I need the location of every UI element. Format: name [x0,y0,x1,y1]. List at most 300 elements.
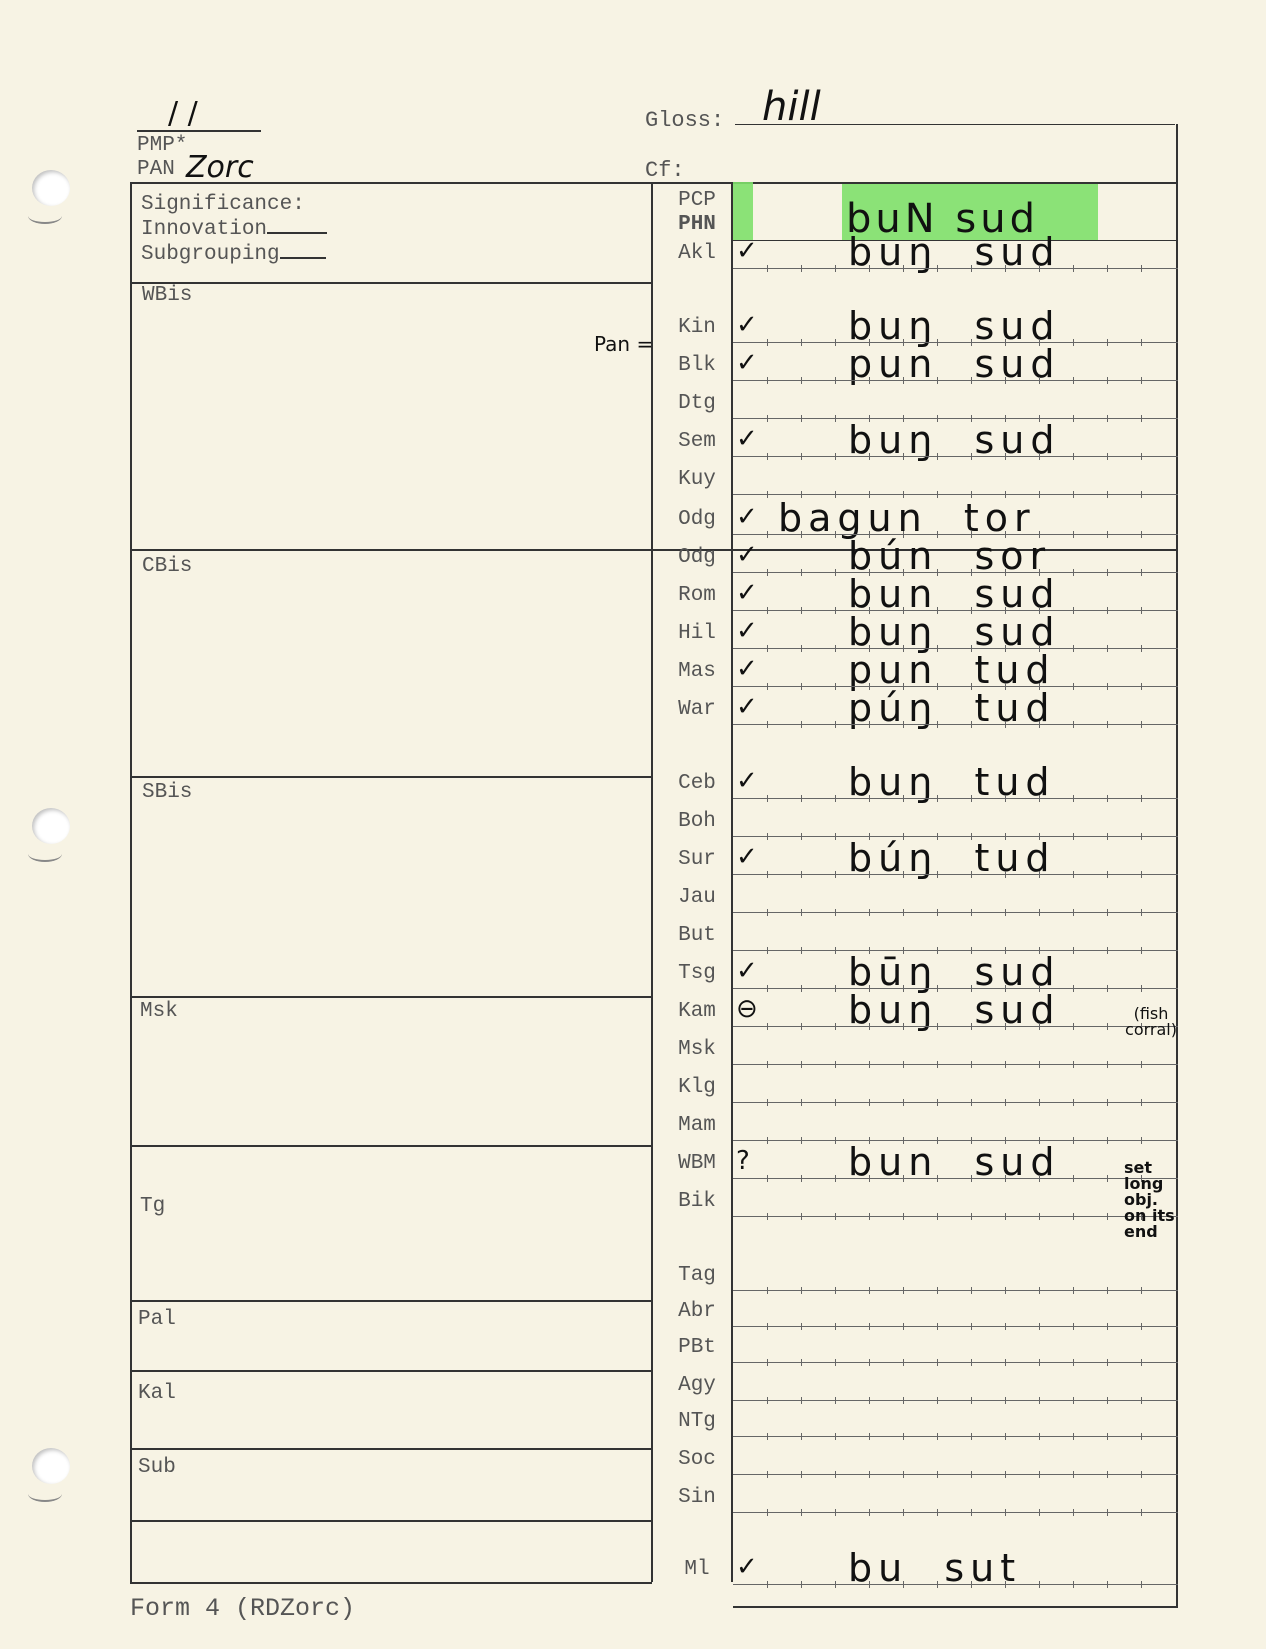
grid-tick [1005,1471,1006,1478]
grid-tick [971,1509,972,1516]
grid-tick [835,1581,836,1588]
grid-tick [835,1099,836,1106]
grid-tick [869,265,870,272]
grid-tick [767,1359,768,1366]
grid-tick [1073,1359,1074,1366]
lang-label: Ceb [678,772,716,795]
section-label-kal: Kal [138,1382,176,1405]
grid-tick [835,1433,836,1440]
grid-tick [801,1471,802,1478]
grid-tick [971,453,972,460]
grid-tick [1107,1099,1108,1106]
grid-tick [869,1471,870,1478]
grid-tick [801,1287,802,1294]
grid-tick [971,1397,972,1404]
grid-tick [903,1397,904,1404]
lang-label: Rom [678,584,716,607]
grid-tick [1073,1287,1074,1294]
grid-tick [971,1175,972,1182]
grid-tick [801,985,802,992]
check-mark: ✓ [736,310,758,340]
pan-note: Pan = [594,332,654,356]
grid-tick [801,909,802,916]
grid-tick [1073,1581,1074,1588]
grid-tick [1141,1433,1142,1440]
grid-tick [1039,871,1040,878]
proto-highlight-left [733,182,753,240]
cognate-form: púŋ tud [848,686,1056,730]
grid-tick [801,1397,802,1404]
grid-tick [869,1433,870,1440]
cognate-form: buŋ tud [848,760,1056,804]
grid-tick [835,645,836,652]
grid-tick [1107,453,1108,460]
grid-tick [1107,909,1108,916]
grid-tick [937,453,938,460]
grid-tick [903,453,904,460]
grid-tick [767,985,768,992]
grid-tick [767,1099,768,1106]
grid-tick [903,1359,904,1366]
grid-tick [801,721,802,728]
grid-tick [869,795,870,802]
grid-tick [903,1581,904,1588]
section-label-sub: Sub [138,1456,176,1479]
grid-tick [937,1061,938,1068]
grid-line [733,1102,1178,1103]
col-divider [651,182,653,1582]
grid-tick [869,1359,870,1366]
check-mark: ✓ [736,1552,758,1582]
grid-tick [1107,339,1108,346]
section-divider [130,1448,652,1450]
grid-tick [869,453,870,460]
cognate-form: bun sud [848,1140,1061,1184]
grid-tick [835,1287,836,1294]
lang-label: Sin [678,1486,716,1509]
grid-tick [1005,721,1006,728]
check-mark: ✓ [736,766,758,796]
lang-label: Tag [678,1264,716,1287]
grid-tick [937,795,938,802]
grid-tick [971,1023,972,1030]
grid-tick [971,377,972,384]
grid-tick [903,795,904,802]
grid-tick [937,1099,938,1106]
cognate-form: bagun tor [778,496,1036,540]
lang-label: WBM [678,1152,716,1175]
grid-tick [767,795,768,802]
grid-tick [937,1023,938,1030]
grid-tick [1039,1359,1040,1366]
grid-tick [1107,1175,1108,1182]
grid-tick [869,721,870,728]
grid-tick [903,1061,904,1068]
lang-label: Sem [678,430,716,453]
lang-label: Agy [678,1374,716,1397]
grid-tick [1005,1581,1006,1588]
grid-tick [1005,871,1006,878]
grid-tick [1039,1433,1040,1440]
grid-tick [1141,415,1142,422]
grid-tick [835,1397,836,1404]
frame-bottom-left [130,1582,652,1584]
grid-line [733,1436,1178,1437]
grid-tick [1073,453,1074,460]
grid-tick [767,645,768,652]
lang-label: Hil [678,622,716,645]
lang-label: Mam [678,1114,716,1137]
check-mark: ✓ [736,236,758,266]
lang-label: Msk [678,1038,716,1061]
grid-tick [1073,683,1074,690]
grid-tick [801,1061,802,1068]
grid-tick [801,265,802,272]
grid-tick [1107,1581,1108,1588]
grid-tick [1107,265,1108,272]
grid-tick [801,415,802,422]
grid-tick [1005,1433,1006,1440]
pmp-underline [137,130,261,132]
grid-tick [1107,985,1108,992]
grid-tick [903,1509,904,1516]
lang-label: Akl [678,242,716,265]
grid-tick [971,1287,972,1294]
grid-tick [1005,1099,1006,1106]
grid-tick [1141,645,1142,652]
grid-tick [767,1175,768,1182]
grid-tick [869,1581,870,1588]
grid-tick [903,1287,904,1294]
grid-tick [1141,453,1142,460]
grid-tick [1073,1061,1074,1068]
grid-tick [937,1287,938,1294]
section-divider [130,282,652,284]
pan-label: PAN [137,158,175,181]
lang-label: Bik [678,1190,716,1213]
lang-label: Odg [678,508,716,531]
grid-line [733,1326,1178,1327]
section-label-tg: Tg [140,1195,166,1218]
grid-tick [801,453,802,460]
lang-label: Kuy [678,468,716,491]
grid-tick [1141,1323,1142,1330]
grid-tick [835,377,836,384]
grid-tick [937,1175,938,1182]
grid-line [733,1026,1178,1027]
check-mark: ✓ [736,540,758,570]
grid-tick [1141,795,1142,802]
grid-tick [869,909,870,916]
grid-tick [903,1213,904,1220]
grid-tick [801,569,802,576]
grid-tick [835,1061,836,1068]
grid-tick [1039,1061,1040,1068]
grid-tick [937,1433,938,1440]
grid-tick [1073,1137,1074,1144]
grid-tick [767,265,768,272]
grid-tick [1073,491,1074,498]
grid-line [733,1474,1178,1475]
check-mark: ✓ [736,578,758,608]
grid-line [733,456,1178,457]
grid-tick [767,1287,768,1294]
frame-left [130,182,132,1582]
grid-tick [869,1099,870,1106]
grid-tick [835,833,836,840]
grid-tick [1073,415,1074,422]
cognate-form: buŋ sud [848,610,1061,654]
grid-tick [1039,795,1040,802]
grid-tick [801,1099,802,1106]
grid-tick [903,377,904,384]
grid-tick [1039,1023,1040,1030]
grid-tick [971,1433,972,1440]
grid-tick [1141,531,1142,538]
grid-line [733,1178,1178,1179]
grid-tick [801,1433,802,1440]
grid-tick [767,569,768,576]
grid-tick [1107,1359,1108,1366]
punch-hole [32,1448,70,1484]
grid-tick [1141,947,1142,954]
grid-tick [767,1471,768,1478]
grid-tick [767,871,768,878]
grid-tick [1005,453,1006,460]
cognate-form: buŋ sud [848,988,1061,1032]
grid-tick [1073,833,1074,840]
grid-tick [767,1023,768,1030]
pan-value: Zorc [186,150,254,185]
grid-tick [835,721,836,728]
grid-tick [1141,607,1142,614]
lang-label: Kin [678,316,716,339]
grid-tick [1073,871,1074,878]
cognate-form: bún sor [848,534,1052,578]
grid-line [733,1216,1178,1217]
grid-tick [1107,1397,1108,1404]
grid-tick [835,1359,836,1366]
grid-tick [835,871,836,878]
grid-tick [767,683,768,690]
grid-line [733,1362,1178,1363]
grid-tick [1039,491,1040,498]
grid-tick [1039,453,1040,460]
grid-tick [835,947,836,954]
grid-tick [1141,1359,1142,1366]
grid-tick [1107,871,1108,878]
grid-tick [835,1213,836,1220]
grid-tick [1107,531,1108,538]
grid-tick [903,1175,904,1182]
section-label-wbis: WBis [142,284,193,307]
grid-tick [1073,909,1074,916]
grid-tick [767,377,768,384]
grid-tick [971,1213,972,1220]
section-divider [130,996,652,998]
grid-tick [1073,645,1074,652]
grid-tick [971,265,972,272]
lang-label: NTg [678,1410,716,1433]
grid-tick [767,833,768,840]
grid-tick [1005,909,1006,916]
grid-tick [1073,795,1074,802]
gloss-label: Gloss: [645,108,725,133]
grid-tick [903,265,904,272]
significance-box [141,192,327,267]
grid-line [733,1290,1178,1291]
grid-tick [903,1323,904,1330]
lang-label: Jau [678,886,716,909]
grid-tick [937,1581,938,1588]
grid-tick [1005,1359,1006,1366]
grid-tick [869,1175,870,1182]
subgrouping-label: Subgrouping [141,242,327,267]
lang-label: Kam [678,1000,716,1023]
grid-line [733,1400,1178,1401]
cognate-form: búŋ tud [848,836,1056,880]
grid-tick [1141,1397,1142,1404]
gloss-value: hill [762,84,821,130]
grid-tick [1073,1397,1074,1404]
check-mark: ✓ [736,842,758,872]
grid-tick [767,909,768,916]
grid-tick [1107,1023,1108,1030]
grid-tick [1039,265,1040,272]
grid-tick [1073,265,1074,272]
grid-tick [1107,947,1108,954]
grid-tick [801,1213,802,1220]
grid-tick [1039,1471,1040,1478]
check-mark: ? [736,1146,750,1176]
grid-tick [767,1509,768,1516]
grid-tick [971,1061,972,1068]
grid-tick [1141,833,1142,840]
grid-tick [767,1581,768,1588]
grid-tick [903,721,904,728]
grid-tick [1039,909,1040,916]
grid-tick [1141,1471,1142,1478]
grid-tick [903,1471,904,1478]
grid-tick [1073,721,1074,728]
grid-tick [767,1137,768,1144]
cognate-form: būŋ sud [848,950,1061,994]
grid-tick [801,1023,802,1030]
lang-label: Blk [678,354,716,377]
cognate-form: pun sud [848,342,1061,386]
section-label-cbis: CBis [142,555,193,578]
grid-tick [1141,985,1142,992]
grid-tick [1073,531,1074,538]
grid-tick [1141,491,1142,498]
grid-tick [1107,1433,1108,1440]
check-mark: ✓ [736,424,758,454]
grid-tick [903,1099,904,1106]
grid-tick [971,721,972,728]
grid-tick [767,607,768,614]
grid-tick [869,1509,870,1516]
grid-tick [1141,1099,1142,1106]
grid-tick [1107,1509,1108,1516]
grid-tick [1107,1137,1108,1144]
grid-tick [1005,1397,1006,1404]
grid-tick [937,1213,938,1220]
grid-tick [1141,569,1142,576]
lang-label: Soc [678,1448,716,1471]
grid-tick [1039,377,1040,384]
section-divider [130,1370,652,1372]
grid-tick [767,1213,768,1220]
grid-tick [767,339,768,346]
grid-tick [1107,377,1108,384]
check-mark: ✓ [736,502,758,532]
gloss-line [735,124,1175,125]
grid-tick [835,607,836,614]
grid-tick [869,1397,870,1404]
grid-tick [801,1175,802,1182]
pmp-marks: / / [168,96,198,131]
grid-line [733,494,1178,495]
grid-tick [1073,1023,1074,1030]
grid-tick [1039,1323,1040,1330]
grid-tick [1141,377,1142,384]
grid-tick [801,871,802,878]
grid-tick [1107,721,1108,728]
grid-tick [1141,1061,1142,1068]
grid-tick [1005,1175,1006,1182]
grid-tick [1039,1509,1040,1516]
grid-tick [835,1509,836,1516]
check-mark: ✓ [736,654,758,684]
grid-tick [801,1323,802,1330]
grid-tick [1073,569,1074,576]
grid-tick [1107,683,1108,690]
grid-tick [937,1397,938,1404]
grid-tick [1005,377,1006,384]
grid-tick [801,377,802,384]
grid-tick [1073,1323,1074,1330]
grid-tick [767,1061,768,1068]
check-mark: ⊖ [736,994,758,1024]
grid-tick [767,1397,768,1404]
grid-tick [937,377,938,384]
cognate-form: bu sut [848,1546,1022,1590]
grid-line [733,912,1178,913]
grid-tick [801,1137,802,1144]
grid-tick [801,1509,802,1516]
grid-tick [869,377,870,384]
grid-tick [1073,1213,1074,1220]
grid-tick [835,909,836,916]
lang-label: Tsg [678,962,716,985]
grid-tick [835,265,836,272]
lang-label: PBt [678,1336,716,1359]
grid-tick [801,531,802,538]
grid-tick [1039,1397,1040,1404]
check-mark: ✓ [736,692,758,722]
grid-tick [937,909,938,916]
grid-tick [1107,1323,1108,1330]
grid-tick [835,1137,836,1144]
grid-tick [971,1323,972,1330]
grid-tick [1073,1471,1074,1478]
pmp-label: PMP* [137,134,188,157]
grid-tick [801,795,802,802]
grid-tick [937,1359,938,1366]
check-mark: ✓ [736,348,758,378]
grid-tick [767,947,768,954]
frame-right [1176,124,1178,1608]
